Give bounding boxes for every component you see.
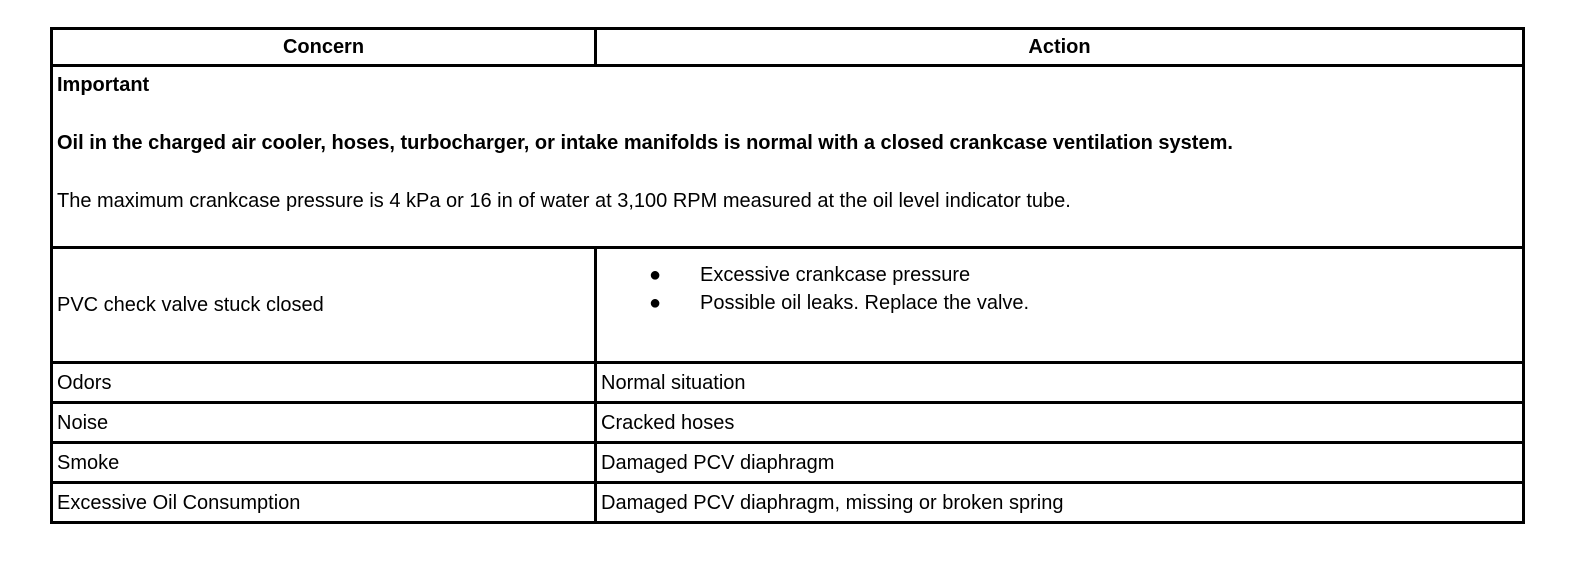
important-note-title: Important [57, 74, 150, 96]
important-note-detail: The maximum crankcase pressure is 4 kPa or 16 in of water at 3,100 RPM measured at the oil level indicator tube. [57, 190, 1071, 212]
action-cell: Cracked hoses [596, 403, 1524, 443]
important-note-cell [52, 66, 1524, 248]
action-column-header: Action [596, 29, 1524, 66]
table-row [52, 363, 1524, 403]
important-note-row [52, 66, 1524, 248]
diagnosis-table-container [50, 27, 1522, 524]
action-bullet-text: Excessive crankcase pressure [700, 264, 971, 286]
action-bullet-item [649, 261, 1518, 289]
diagnosis-table [50, 27, 1525, 524]
concern-column-header: Concern [52, 29, 596, 66]
concern-cell: Excessive Oil Consumption [52, 483, 596, 523]
concern-cell: Noise [52, 403, 596, 443]
table-header-row [52, 29, 1524, 66]
bullet-dot-icon: ● [649, 292, 662, 314]
action-cell [596, 248, 1524, 363]
table-row [52, 483, 1524, 523]
important-note-body: Oil in the charged air cooler, hoses, turbocharger, or intake manifolds is normal with a closed crankcase ventilation system. [57, 132, 1233, 154]
concern-cell: Odors [52, 363, 596, 403]
table-row [52, 443, 1524, 483]
action-cell: Damaged PCV diaphragm [596, 443, 1524, 483]
table-row [52, 403, 1524, 443]
table-row [52, 248, 1524, 363]
action-bullet-item [649, 289, 1518, 317]
concern-cell: PVC check valve stuck closed [52, 248, 596, 363]
bullet-dot-icon: ● [649, 264, 662, 286]
action-bullet-text: Possible oil leaks. Replace the valve. [700, 292, 1030, 314]
concern-cell: Smoke [52, 443, 596, 483]
action-cell: Normal situation [596, 363, 1524, 403]
action-cell: Damaged PCV diaphragm, missing or broken spring [596, 483, 1524, 523]
action-bullet-list [601, 261, 1518, 317]
